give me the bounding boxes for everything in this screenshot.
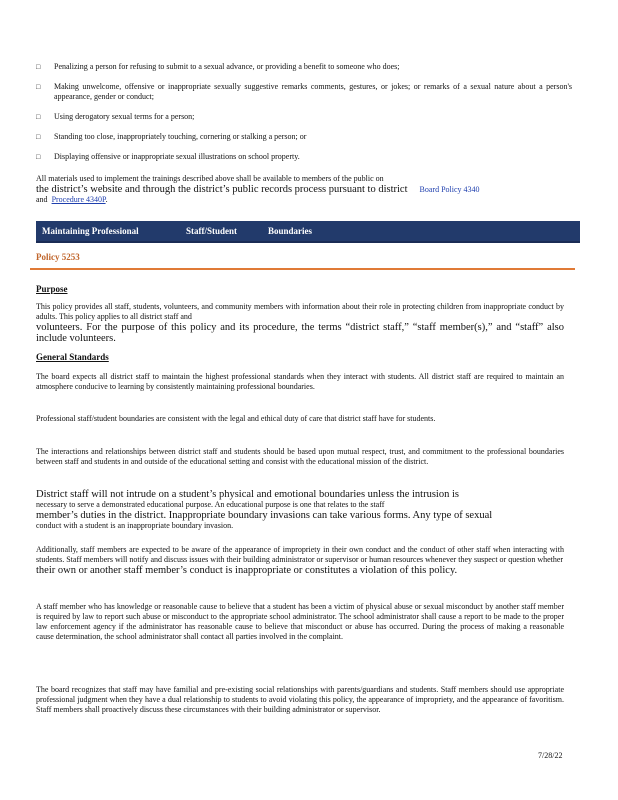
and-text: and	[36, 195, 48, 204]
list-item	[36, 112, 572, 122]
banner-title-part-1: Maintaining Professional	[42, 226, 139, 236]
list-item	[36, 82, 572, 102]
procedure-link[interactable]: Procedure 4340P	[51, 195, 106, 204]
banner-title-part-3: Boundaries	[268, 226, 313, 236]
bullet-glyph: □	[36, 83, 41, 91]
policy-number: Policy 5253	[36, 252, 80, 262]
list-item	[36, 152, 572, 162]
general-paragraph-3: The interactions and relationships between district staff and students should be based upon mutual respect, trust, and commitment to the professional boundaries between staff and students in and outside of the educational setting and consist with the educational mission of the district.	[36, 447, 564, 466]
purpose-paragraph	[36, 302, 564, 344]
bullet-text: Standing too close, inappropriately touching, cornering or stalking a person; or	[54, 132, 307, 141]
bullet-glyph: □	[36, 113, 41, 121]
p4-line-2: necessary to serve a demonstrated educational purpose. An educational purpose is one that relates to the staff	[36, 500, 385, 509]
general-paragraph-7: The board recognizes that staff may have familial and pre-existing social relationships with parents/guardians and students. Staff members should use appropriate professional judgment when they have a dual relationship to students to avoid violating this policy, the appearance of impropriety, and the appearance of favoritism. Staff members shall proactively discuss these circumstances with their building administrator or supervisor.	[36, 685, 564, 714]
general-paragraph-4	[36, 489, 564, 531]
purpose-text-large: volunteers. For the purpose of this policy and its procedure, the terms “district staff,” “staff member(s),” and “staff” also include volunteers.	[36, 322, 564, 344]
general-paragraph-2: Professional staff/student boundaries are consistent with the legal and ethical duty of care that district staff have for students.	[36, 414, 436, 423]
bullet-text: Using derogatory sexual terms for a person;	[54, 112, 195, 121]
purpose-heading: Purpose	[36, 284, 68, 294]
bullet-glyph: □	[36, 63, 41, 71]
general-paragraph-6: A staff member who has knowledge or reasonable cause to believe that a student has been a victim of physical abuse or sexual misconduct by another staff member is required by law to report such abuse or misconduct to the appropriate school administrator. The school administrator shall cause a report to be made to the proper law enforcement agency if the administrator has reasonable cause to believe that misconduct or abuse has occurred. During the process of making a reasonable cause determination, the school administrator shall contact all parties involved in the complaint.	[36, 602, 564, 641]
general-standards-heading: General Standards	[36, 352, 109, 362]
p4-line-3: member’s duties in the district. Inappropriate boundary invasions can take various forms. Any type of sexual	[36, 510, 493, 521]
p5-text-large: their own or another staff member’s conduct is inappropriate or constitutes a violation of this policy.	[36, 565, 458, 576]
banner-title-part-2: Staff/Student	[186, 226, 238, 236]
policy-title-banner	[36, 221, 580, 243]
purpose-text-small: This policy provides all staff, students, volunteers, and community members with information about their role in protecting children from inappropriate conduct by adults. This policy applies to all district staff and	[36, 302, 564, 321]
bullet-glyph: □	[36, 133, 41, 141]
list-item	[36, 132, 572, 142]
bullet-text: Penalizing a person for refusing to submit to a sexual advance, or providing a benefit to someone who does;	[54, 62, 400, 71]
materials-line-1: All materials used to implement the trainings described above shall be available to members of the public on	[36, 174, 384, 183]
footer-date: 7/28/22	[538, 751, 563, 760]
bullet-text: Making unwelcome, offensive or inappropriate sexually suggestive remarks comments, gestures, or jokes; or remarks of a sexual nature about a person's appearance, gender or conduct;	[54, 82, 572, 101]
general-paragraph-5	[36, 545, 564, 576]
period-text: .	[105, 195, 108, 204]
bullet-list	[36, 62, 572, 172]
p4-line-4: conduct with a student is an inappropriate boundary invasion.	[36, 521, 234, 530]
materials-line-2: the district’s website and through the district’s public records process pursuant to district	[36, 184, 408, 195]
general-paragraph-1: The board expects all district staff to maintain the highest professional standards when they interact with students. All district staff are required to maintain an atmosphere conducive to learning by consistently maintaining professional boundaries.	[36, 372, 564, 391]
list-item	[36, 62, 572, 72]
bullet-text: Displaying offensive or inappropriate sexual illustrations on school property.	[54, 152, 300, 161]
p4-line-1: District staff will not intrude on a student’s physical and emotional boundaries unless the intrusion is	[36, 489, 459, 500]
divider	[30, 268, 575, 270]
board-policy-link[interactable]: Board Policy 4340	[419, 185, 480, 194]
bullet-glyph: □	[36, 153, 41, 161]
materials-paragraph	[36, 174, 564, 205]
p5-text-small: Additionally, staff members are expected to be aware of the appearance of impropriety in their own conduct and the conduct of other staff when interacting with students. Staff members will notify and discuss issues with their building administrator or supervisor or human resources whenever they suspect or question whether	[36, 545, 564, 564]
